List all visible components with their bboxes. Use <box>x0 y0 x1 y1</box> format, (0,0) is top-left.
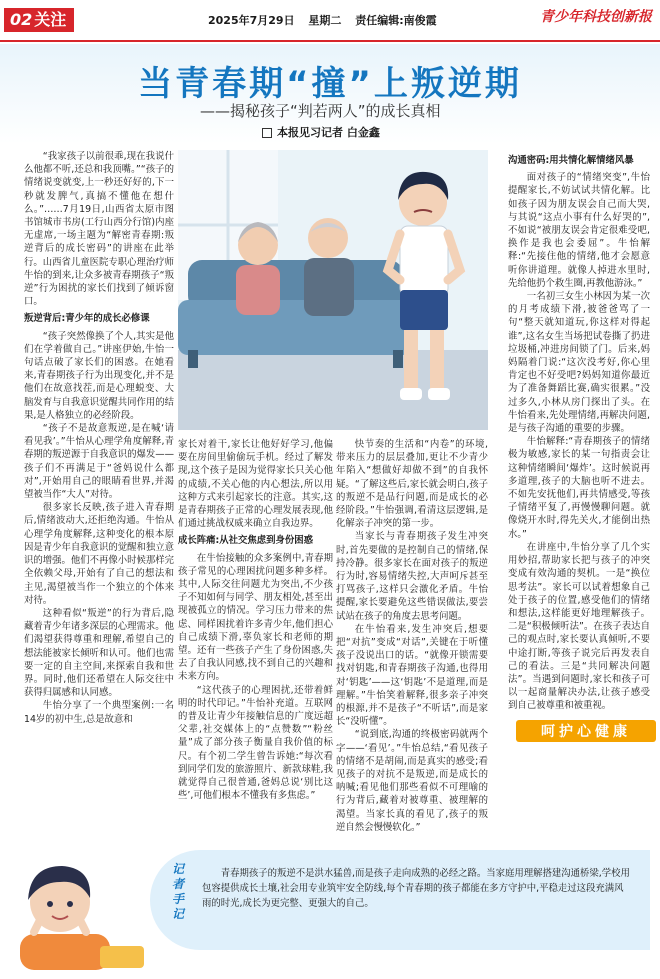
paragraph: 家长对着干,家长让他好好学习,他偏要在房间里偷偷玩手机。经过了解发现,这个孩子是因为觉得家长只关心他的成绩,不关心他的内心想法,所以用这种方式来引起家长的注意。其实,这是青春期孩子正常的心理发展表现,他们通过挑战权威来确立自我边界。 <box>178 439 333 530</box>
paragraph: 牛怡解释:“青春期孩子的情绪极为敏感,家长的某一句指责会让这种情绪瞬间‘爆炸’。这时候说再多道理,孩子的大脑也听不进去。不如先安抚他们,再共情感受,等孩子情绪平复了,再慢慢聊问题。就像烧开水时,得先关火,才能倒出热水。” <box>508 436 650 540</box>
paragraph: “孩子不是故意叛逆,是在喊‘请看见我’。”牛怡从心理学角度解释,青春期的叛逆源于自我意识的爆发——孩子们不再满足于“爸妈说什么都对”,开始用自己的眼睛看世界,并渴望被当作“大人”对待。 <box>24 423 175 501</box>
page-tag <box>4 8 74 32</box>
family-illustration <box>178 150 488 430</box>
header-info <box>208 12 447 28</box>
column-4 <box>508 150 650 712</box>
section-heading: 成长阵痛:从社交焦虑到身份困惑 <box>178 535 314 547</box>
section-heading: 沟通密码:用共情化解情绪风暴 <box>508 155 634 166</box>
issue-weekday: 星期二 <box>308 14 342 27</box>
reading-kid-illustration <box>0 842 150 975</box>
issue-date: 2025年7月29日 <box>208 14 295 27</box>
column-3 <box>336 438 488 838</box>
paragraph: “我家孩子以前很乖,现在我说什么他都不听,还总和我顶嘴。”“孩子的情绪说变就变,上一秒还好好的,下一秒就发脾气,真搞不懂他在想什么。”……7月19日,山西省太原市图书馆城市书房(工行山西分行馆)内座无虚席,一场主题为“解密青春期:叛逆背后的成长密码”的讲座在此举行。山西省儿童医院专职心理治疗师牛怡的到来,让众多被青春期孩子“叛逆”行为困扰的家长们找到了倾诉窗口。 <box>24 151 175 308</box>
section-heading: 叛逆背后:青少年的成长必修课 <box>24 313 150 325</box>
paragraph: 一名初三女生小林因为某一次的月考成绩下滑,被爸爸骂了一句“整天就知道玩,你这样对得起谁”,这名女生当场把试卷撕了扔进垃圾桶,冲进房间锁了门。后来,妈妈隔着门说:“这次没考好,你心里肯定也不好受吧?妈妈知道你最近为了准备舞蹈比赛,确实很累。”没过多久,小林从房门探出了头。在牛怡看来,先处理情绪,再解决问题,是与孩子沟通的重要的步骤。 <box>508 291 650 435</box>
byline-text: 本报见习记者 白金鑫 <box>277 126 380 139</box>
care-banner-text: 呵护心健康 <box>541 724 631 740</box>
page-header <box>0 0 660 42</box>
paragraph: 在牛怡接触的众多案例中,青春期孩子常见的心理困扰问题多种多样。其中,人际交往问题尤为突出,不少孩子不知如何与同学、朋友相处,甚至出现被孤立的情况。学习压力带来的焦虑、同样困扰着许多青少年,他们担心自己成绩下滑,辜负家长和老师的期望。还有一些孩子产生了身份困惑,失去了自我认同感,找不到自己的兴趣和未来方向。 <box>178 552 333 683</box>
paragraph: 很多家长反映,孩子进入青春期后,情绪波动大,还拒绝沟通。牛怡从心理学角度解释,这种变化的根本原因是青少年自我意识的觉醒和独立意识的增强。他们不再像小时候那样完全依赖父母,开始有了自己的想法和主见,渴望被当作一个独立的个体来对待。 <box>24 502 175 606</box>
editor-credit: 责任编辑:南俊霞 <box>355 14 437 27</box>
paragraph: 面对孩子的“情绪突变”,牛怡提醒家长,不妨试试共情化解。比如孩子因为朋友误会自己而大哭,与其说“这点小事有什么好哭的”,不如说“被朋友误会肯定很难受吧,换作是我也会委屈”。牛怡解释:“先接住他的情绪,他才会愿意听你讲道理。就像人掉进水里时,先给他扔个救生圈,再教他游泳。” <box>508 172 650 289</box>
section-name: 关注 <box>34 10 67 29</box>
paragraph: 在牛怡看来,发生冲突后,想要把“对抗”变成“对话”,关键在于听懂孩子没说出口的话。“就像开锁需要找对钥匙,和青春期孩子沟通,也得用对‘钥匙’——这‘钥匙’不是道理,而是理解。”牛怡笑着解释,很多亲子冲突的根源,并不是孩子“不听话”,而是家长“没听懂”。 <box>336 623 488 728</box>
paragraph: 当家长与青春期孩子发生冲突时,首先要做的是控制自己的情绪,保持冷静。很多家长在面对孩子的叛逆行为时,容易情绪失控,大声呵斥甚至打骂孩子,这样只会激化矛盾。牛怡提醒,家长要避免这些错误做法,要尝试站在孩子的角度去思考问题。 <box>336 531 488 622</box>
care-banner <box>516 716 656 744</box>
page-number: 02 <box>10 10 33 29</box>
column-2 <box>178 438 333 838</box>
reporter-note-text: 青春期孩子的叛逆不是洪水猛兽,而是孩子走向成熟的必经之路。当家庭用理解搭建沟通桥梁,学校用包容提供成长土壤,社会用专业筑牢安全防线,每个青春期的孩子都能在多方守护中,平稳走过这段充满风雨的时光,成长为更完整、更强大的自己。 <box>202 868 630 909</box>
reporter-note-label: 记者手记 <box>172 862 185 921</box>
family-illustration-icon <box>178 150 488 430</box>
paragraph: 牛怡分享了一个典型案例:一名14岁的初中生,总是故意和 <box>24 700 174 725</box>
column-1 <box>24 150 174 840</box>
paragraph: “说到底,沟通的终极密码就两个字——‘看见’。”牛怡总结,“看见孩子的情绪不是胡闹,而是真实的感受;看见孩子的对抗不是叛逆,而是成长的呐喊;看见他们那些看似不可理喻的行为背后,藏着对被尊重、被理解的渴望。当家长真的看见了,孩子的叛逆自然会慢慢软化。” <box>336 729 488 833</box>
title-area <box>0 44 660 144</box>
paragraph: “孩子突然像换了个人,其实是他们在学着做自己。”讲座伊始,牛怡一句话点破了家长们的困惑。在她看来,青春期孩子行为出现变化,并不是他们在故意找茬,而是心理蜕变、大脑发育与自我意识觉醒共同作用的结果,是人格独立的必经阶段。 <box>24 330 175 421</box>
article-title: 当青春期“撞”上叛逆期 <box>138 64 522 104</box>
article-subtitle: ——揭秘孩子“判若两人”的成长真相 <box>200 102 441 120</box>
byline-box-icon <box>262 128 272 138</box>
paragraph: 快节奏的生活和“内卷”的环境,带来压力的层层叠加,更让不少青少年陷入“想做好却做不到”的自我怀疑。“了解这些后,家长就会明白,孩子的叛逆不是品行问题,而是成长的必经阶段。”牛怡强调,看清这层逻辑,是化解亲子冲突的第一步。 <box>336 439 488 530</box>
reading-kid-icon <box>0 842 150 975</box>
newspaper-logo: 青少年科技创新报 <box>540 9 652 25</box>
paragraph: “这代孩子的心理困扰,还带着鲜明的时代印记。”牛怡补充道。互联网的普及让青少年接触信息的广度远超父辈,社交媒体上的“点赞数”“粉丝量”成了部分孩子衡量自我价值的标尺。有个初二学生曾告诉她:“每次看到同学们发的旅游照片、新款球鞋,我就觉得自己很普通,爸妈总说‘别比这些’,可他们根本不懂我有多焦虑。” <box>178 684 333 802</box>
article-byline <box>262 124 380 140</box>
paragraph: 在讲座中,牛怡分享了几个实用妙招,帮助家长把与孩子的冲突变成有效沟通的契机。一是“换位思考法”。家长可以试着想象自己处于孩子的位置,感受他们的情绪和想法,这样能更好地理解孩子。二是“积极倾听法”。在孩子表达自己的观点时,家长要认真倾听,不要中途打断,等孩子说完后再发表自己的看法。三是“共同解决问题法”。当遇到问题时,家长和孩子可以一起商量解决办法,让孩子感受到自己被尊重和被重视。 <box>508 541 650 712</box>
paragraph: 这种看似“叛逆”的行为背后,隐藏着青少年诸多深层的心理需求。他们渴望获得尊重和理解,希望自己的想法能被家长倾听和认可。他们也需要一定的自主空间,来探索自我和世界。同时,他们还希望在人际交往中获得归属感和认同感。 <box>24 607 175 699</box>
